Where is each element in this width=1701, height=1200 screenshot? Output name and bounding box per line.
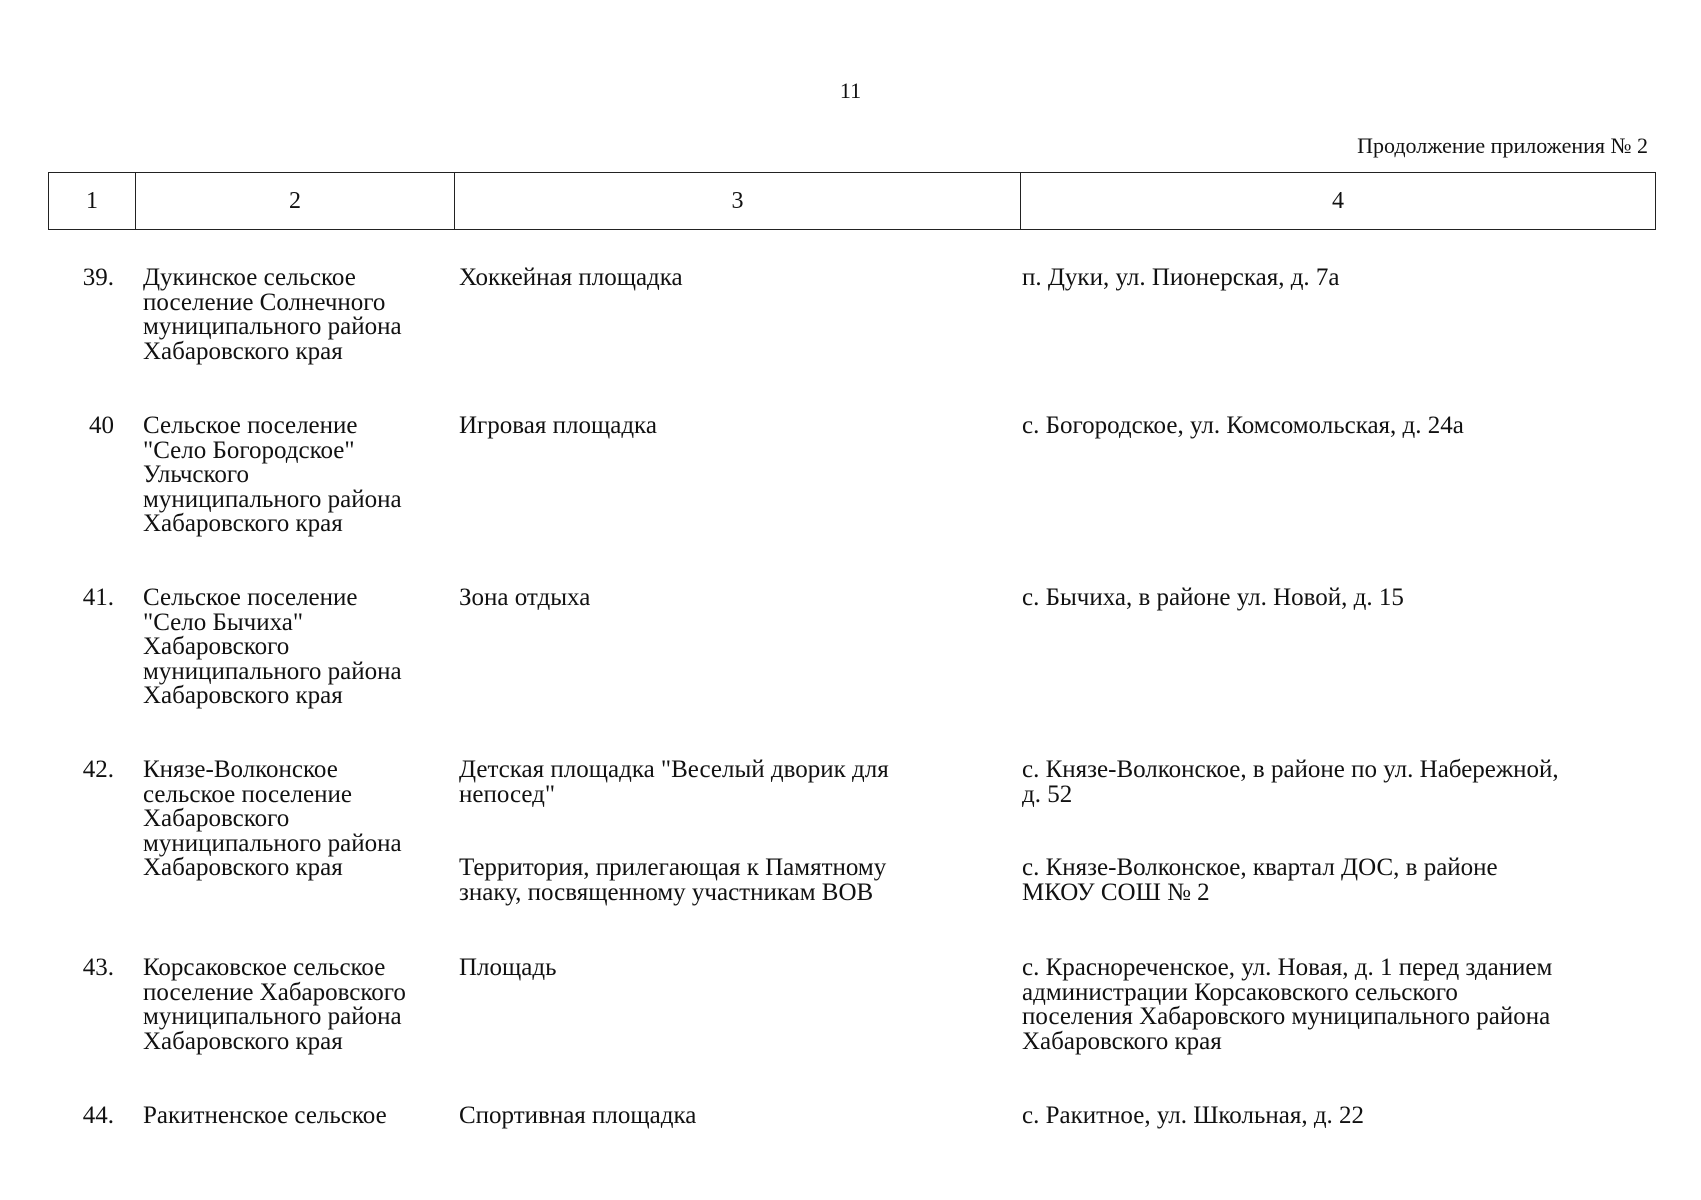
row-number: 41. bbox=[82, 584, 114, 611]
object-name bbox=[459, 586, 979, 611]
page-number: 11 bbox=[839, 78, 862, 103]
object-spacer bbox=[459, 807, 979, 856]
object-name bbox=[459, 956, 979, 981]
object-address bbox=[1022, 586, 1662, 611]
row-number: 40 bbox=[89, 412, 114, 439]
name-line: Князе-Волконское bbox=[143, 756, 338, 783]
name-line: муниципального района bbox=[143, 313, 402, 340]
name-line: Ульчского bbox=[143, 461, 250, 488]
object-line: Спортивная площадка bbox=[459, 1102, 697, 1129]
name-line: Сельское поселение bbox=[143, 412, 358, 439]
object-line: Зона отдыха bbox=[459, 584, 591, 611]
table-column-header bbox=[48, 172, 1656, 230]
row-number: 43. bbox=[82, 954, 114, 981]
appendix-continuation-label: Продолжение приложения № 2 bbox=[1357, 133, 1648, 158]
name-line: поселение Солнечного bbox=[143, 288, 386, 316]
name-line: Хабаровского края bbox=[143, 510, 343, 537]
municipality-name bbox=[143, 758, 458, 881]
object-name bbox=[459, 758, 979, 905]
object-line: Территория, прилегающая к Памятному bbox=[459, 854, 887, 881]
column-number-4: 4 bbox=[1021, 173, 1656, 230]
object-name bbox=[459, 266, 979, 291]
name-line: Хабаровского края bbox=[143, 1027, 343, 1055]
object-line: непосед" bbox=[459, 780, 556, 808]
object-line: Хоккейная площадка bbox=[459, 264, 683, 291]
object-address bbox=[1022, 758, 1662, 905]
object-name bbox=[459, 1104, 979, 1129]
object-name bbox=[459, 414, 979, 439]
name-line: поселение Хабаровского bbox=[143, 978, 406, 1006]
name-line: сельское поселение bbox=[143, 780, 352, 808]
name-line: Хабаровского bbox=[143, 633, 290, 660]
row-number: 39. bbox=[82, 264, 114, 291]
name-line: муниципального района bbox=[143, 1003, 402, 1030]
object-address bbox=[1022, 956, 1662, 1054]
municipality-name bbox=[143, 414, 458, 537]
object-line: Площадь bbox=[459, 954, 557, 981]
object-address bbox=[1022, 1104, 1662, 1129]
address-line: администрации Корсаковского сельского bbox=[1022, 978, 1458, 1006]
object-line: Игровая площадка bbox=[459, 412, 657, 439]
municipality-name bbox=[143, 586, 458, 709]
address-line: с. Князе-Волконское, квартал ДОС, в районе bbox=[1022, 854, 1498, 881]
object-line: Детская площадка "Веселый дворик для bbox=[459, 756, 889, 783]
name-line: Дукинское сельское bbox=[143, 264, 356, 291]
address-spacer bbox=[1022, 807, 1662, 856]
address-line: Хабаровского края bbox=[1022, 1027, 1222, 1055]
address-line: с. Бычиха, в районе ул. Новой, д. 15 bbox=[1022, 584, 1404, 611]
name-line: Хабаровского края bbox=[143, 337, 343, 365]
name-line: "Село Богородское" bbox=[143, 436, 355, 464]
row-number: 42. bbox=[82, 756, 114, 783]
municipality-name bbox=[143, 1104, 458, 1129]
name-line: Сельское поселение bbox=[143, 584, 358, 611]
object-address bbox=[1022, 414, 1662, 439]
address-line: с. Ракитное, ул. Школьная, д. 22 bbox=[1022, 1102, 1365, 1129]
row-number: 44. bbox=[82, 1102, 114, 1129]
object-line: знаку, посвященному участникам ВОВ bbox=[459, 878, 874, 906]
address-line: МКОУ СОШ № 2 bbox=[1022, 878, 1210, 906]
name-line: Хабаровского края bbox=[143, 682, 343, 709]
name-line: муниципального района bbox=[143, 657, 402, 685]
name-line: Хабаровского края bbox=[143, 854, 343, 881]
name-line: Ракитненское сельское bbox=[143, 1102, 387, 1129]
address-line: д. 52 bbox=[1022, 780, 1073, 808]
column-number-2: 2 bbox=[136, 173, 455, 230]
address-line: с. Краснореченское, ул. Новая, д. 1 перед зданием bbox=[1022, 954, 1553, 981]
municipality-name bbox=[143, 266, 458, 364]
name-line: муниципального района bbox=[143, 485, 402, 513]
name-line: "Село Бычиха" bbox=[143, 608, 304, 636]
address-line: с. Князе-Волконское, в районе по ул. Набережной, bbox=[1022, 756, 1559, 783]
address-line: с. Богородское, ул. Комсомольская, д. 24а bbox=[1022, 412, 1464, 439]
column-number-3: 3 bbox=[455, 173, 1021, 230]
municipality-name bbox=[143, 956, 458, 1054]
column-number-1: 1 bbox=[49, 173, 136, 230]
name-line: муниципального района bbox=[143, 829, 402, 857]
name-line: Хабаровского bbox=[143, 805, 290, 832]
address-line: п. Дуки, ул. Пионерская, д. 7а bbox=[1022, 264, 1340, 291]
name-line: Корсаковское сельское bbox=[143, 954, 386, 981]
address-line: поселения Хабаровского муниципального района bbox=[1022, 1003, 1551, 1030]
object-address bbox=[1022, 266, 1662, 291]
